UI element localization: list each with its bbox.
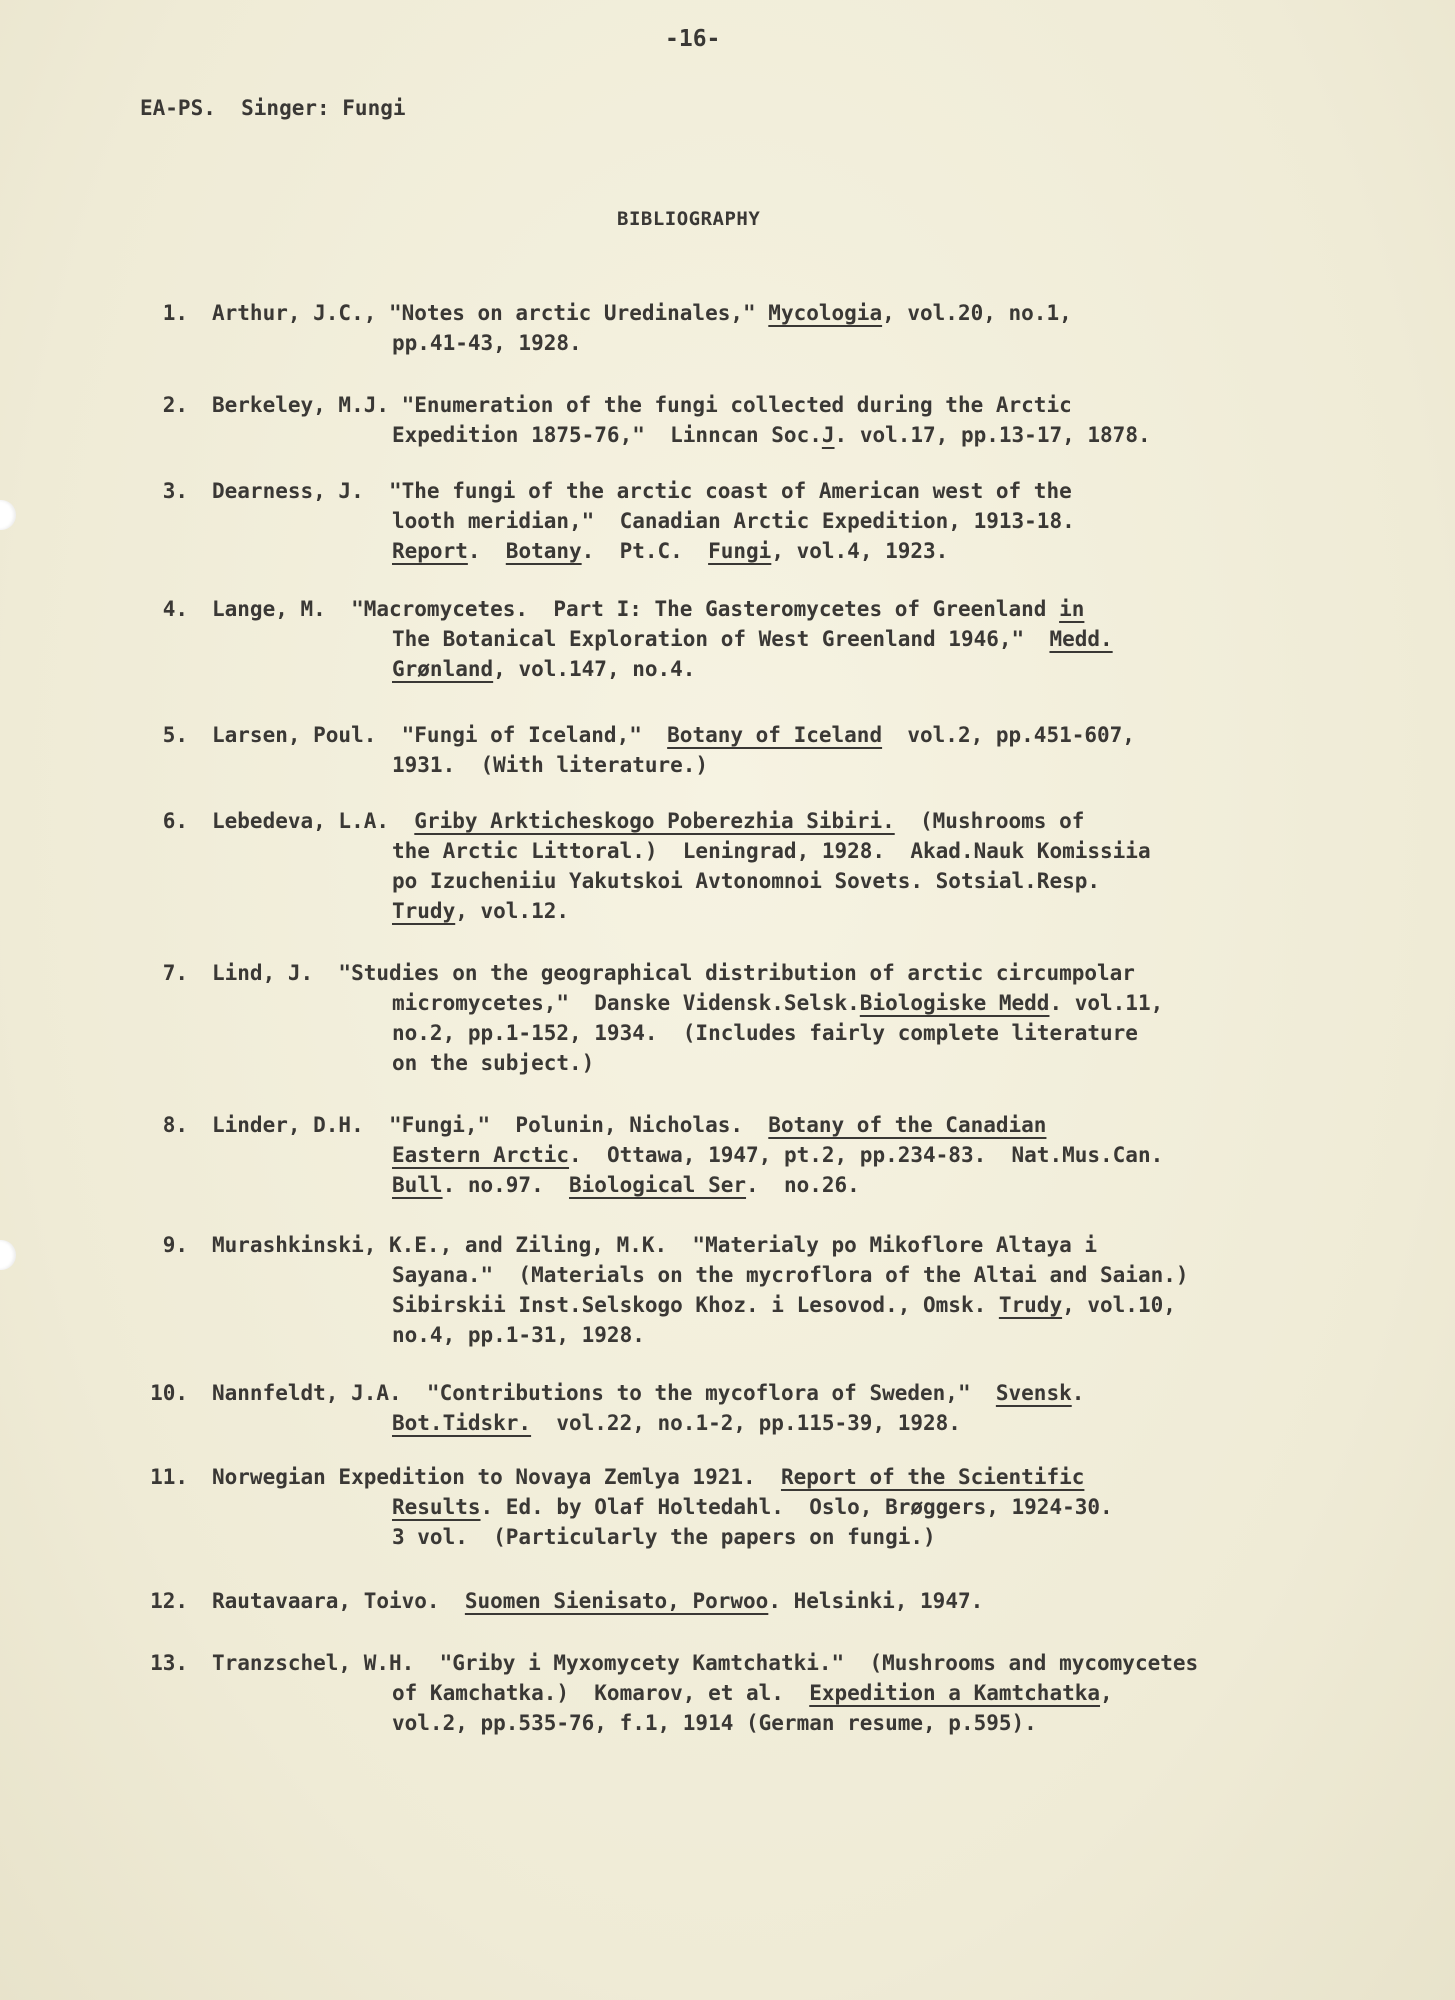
entry-number: 12. <box>150 1589 188 1613</box>
entry-line <box>212 1018 1412 1048</box>
entry-line <box>212 988 1412 1018</box>
underlined-title: Botany <box>505 539 582 563</box>
entry-text-segment: Norwegian Expedition to Novaya Zemlya 1921. <box>212 1465 781 1489</box>
entry-line <box>212 806 1412 836</box>
entry-line <box>212 1648 1412 1678</box>
entry-text-segment: Nannfeldt, J.A. "Contributions to the mycoflora of Sweden," <box>212 1381 996 1405</box>
entry-line <box>212 1708 1412 1738</box>
entry-line <box>212 298 1412 328</box>
entry-line <box>212 328 1412 358</box>
entry-line <box>212 1586 1412 1616</box>
entry-text-segment: , vol.12. <box>455 899 570 923</box>
underlined-title: Biologiske Medd <box>859 991 1050 1015</box>
entry-number: 10. <box>150 1381 188 1405</box>
entry-text-segment: Lebedeva, L.A. <box>212 809 415 833</box>
entry-text-segment: . no.97. <box>442 1173 570 1197</box>
entry-text-segment: vol.2, pp.535-76, f.1, 1914 (German resume, p.595). <box>392 1711 1037 1735</box>
underlined-title: Svensk <box>995 1381 1072 1405</box>
underlined-title: J <box>821 423 835 447</box>
entry-text-segment: . Ed. by Olaf Holtedahl. Oslo, Brøggers, 1924-30. <box>480 1495 1113 1519</box>
underlined-title: Results <box>392 1495 481 1519</box>
entry-line <box>212 1230 1412 1260</box>
entry-text-segment: Larsen, Poul. "Fungi of Iceland," <box>212 723 668 747</box>
entry-text-segment: pp.41-43, 1928. <box>392 331 582 355</box>
entry-text-segment: on the subject.) <box>392 1051 595 1075</box>
underlined-title: Bot.Tidskr. <box>392 1411 532 1435</box>
page-title: BIBLIOGRAPHY <box>617 208 761 230</box>
entry-line <box>212 1492 1412 1522</box>
entry-text <box>212 1378 1412 1438</box>
entry-text-segment: Rautavaara, Toivo. <box>212 1589 465 1613</box>
entry-line <box>212 836 1412 866</box>
entry-text-segment: looth meridian," Canadian Arctic Expedition, 1913-18. <box>392 509 1075 533</box>
entry-line <box>212 1320 1412 1350</box>
entry-text-segment: . Pt.C. <box>581 539 709 563</box>
entry-text-segment: , <box>1100 1681 1113 1705</box>
underlined-title: Report of the Scientific <box>780 1465 1085 1489</box>
entry-text-segment: , vol.147, no.4. <box>493 657 696 681</box>
entry-text <box>212 298 1412 358</box>
entry-line <box>212 1110 1412 1140</box>
entry-line <box>212 624 1412 654</box>
entry-line <box>212 506 1412 536</box>
entry-text-segment: Linder, D.H. "Fungi," Polunin, Nicholas. <box>212 1113 769 1137</box>
entry-line <box>212 420 1412 450</box>
entry-text-segment: . Helsinki, 1947. <box>768 1589 984 1613</box>
entry-line <box>212 1170 1412 1200</box>
entry-text <box>212 958 1412 1078</box>
entry-line <box>212 1522 1412 1552</box>
entry-line <box>212 958 1412 988</box>
entry-line <box>212 1290 1412 1320</box>
entry-text-segment: Tranzschel, W.H. "Griby i Myxomycety Kamtchatki." (Mushrooms and mycomycetes <box>212 1651 1199 1675</box>
entry-number: 9. <box>162 1233 188 1257</box>
entry-text-segment: Sayana." (Materials on the mycroflora of the Altai and Saian.) <box>392 1263 1189 1287</box>
entry-text-segment: , vol.20, no.1, <box>882 301 1072 325</box>
entry-text-segment: . no.26. <box>746 1173 860 1197</box>
entry-text-segment: Lind, J. "Studies on the geographical distribution of arctic circumpolar <box>212 961 1135 985</box>
underlined-title: Grønland <box>392 657 494 681</box>
entry-line <box>212 1140 1412 1170</box>
entry-text <box>212 1586 1412 1616</box>
underlined-title: Trudy <box>392 899 456 923</box>
entry-line <box>212 536 1412 566</box>
underlined-title: Biological Ser <box>569 1173 747 1197</box>
underlined-title: Botany of Iceland <box>667 723 883 747</box>
entry-text-segment: Murashkinski, K.E., and Ziling, M.K. "Materialy po Mikoflore Altaya i <box>212 1233 1098 1257</box>
entry-text-segment: vol.22, no.1-2, pp.115-39, 1928. <box>531 1411 961 1435</box>
entry-line <box>212 866 1412 896</box>
underlined-title: Mycologia <box>768 301 883 325</box>
entry-text-segment: . <box>1071 1381 1085 1405</box>
entry-text-segment: Arthur, J.C., "Notes on arctic Uredinales," <box>212 301 769 325</box>
entry-line <box>212 594 1412 624</box>
entry-text <box>212 1648 1412 1738</box>
entry-line <box>212 390 1412 420</box>
underlined-title: Fungi <box>708 539 772 563</box>
entry-text-segment: Sibirskii Inst.Selskogo Khoz. i Lesovod., Omsk. <box>392 1293 999 1317</box>
underlined-title: Suomen Sienisato, Porwoo <box>464 1589 769 1613</box>
entry-text <box>212 594 1412 684</box>
entry-text <box>212 720 1412 780</box>
entry-text-segment: 1931. (With literature.) <box>392 753 709 777</box>
entry-text-segment: no.2, pp.1-152, 1934. (Includes fairly complete literature <box>392 1021 1138 1045</box>
underlined-title: Bull <box>392 1173 443 1197</box>
entry-text <box>212 390 1412 450</box>
entry-line <box>212 1260 1412 1290</box>
entry-text-segment: , vol.10, <box>1062 1293 1176 1317</box>
entry-text <box>212 476 1412 566</box>
entry-text-segment: of Kamchatka.) Komarov, et al. <box>392 1681 810 1705</box>
entry-text-segment: The Botanical Exploration of West Greenland 1946," <box>392 627 1050 651</box>
entry-text-segment: no.4, pp.1-31, 1928. <box>392 1323 645 1347</box>
entry-text-segment: Berkeley, M.J. "Enumeration of the fungi collected during the Arctic <box>212 393 1072 417</box>
underlined-title: Report <box>392 539 468 563</box>
entry-text-segment: 3 vol. (Particularly the papers on fungi.) <box>392 1525 936 1549</box>
entry-text <box>212 1110 1412 1200</box>
entry-line <box>212 896 1412 926</box>
entry-line <box>212 1048 1412 1078</box>
entry-number: 7. <box>162 961 188 985</box>
entry-text-segment: the Arctic Littoral.) Leningrad, 1928. Akad.Nauk Komissiia <box>392 839 1151 863</box>
underlined-title: Eastern Arctic <box>392 1143 570 1167</box>
entry-text-segment: , vol.4, 1923. <box>771 539 949 563</box>
entry-line <box>212 1678 1412 1708</box>
entry-number: 13. <box>150 1651 188 1675</box>
entry-text <box>212 1462 1412 1552</box>
underlined-title: Botany of the Canadian <box>768 1113 1047 1137</box>
entry-text <box>212 806 1412 926</box>
entry-number: 3. <box>162 479 188 503</box>
underlined-title: Griby Arkticheskogo Poberezhia Sibiri. <box>414 809 895 833</box>
entry-text-segment: Dearness, J. "The fungi of the arctic coast of American west of the <box>212 479 1072 503</box>
underlined-title: Medd. <box>1049 627 1113 651</box>
entry-number: 2. <box>162 393 188 417</box>
entry-number: 11. <box>150 1465 188 1489</box>
entry-text-segment: . vol.17, pp.13-17, 1878. <box>834 423 1151 447</box>
entry-number: 6. <box>162 809 188 833</box>
entry-text-segment: micromycetes," Danske Vidensk.Selsk. <box>392 991 860 1015</box>
entry-text-segment: Lange, M. "Macromycetes. Part I: The Gasteromycetes of Greenland <box>212 597 1060 621</box>
entry-text <box>212 1230 1412 1350</box>
entry-text-segment: . Ottawa, 1947, pt.2, pp.234-83. Nat.Mus.Can. <box>569 1143 1164 1167</box>
entry-text-segment: Expedition 1875-76," Linncan Soc. <box>392 423 822 447</box>
entry-line <box>212 1408 1412 1438</box>
underlined-title: Expedition a Kamtchatka <box>809 1681 1101 1705</box>
underlined-title: Trudy <box>998 1293 1063 1317</box>
entry-number: 5. <box>162 723 188 747</box>
entry-line <box>212 476 1412 506</box>
entry-text-segment: po Izucheniiu Yakutskoi Avtonomnoi Sovets. Sotsial.Resp. <box>392 869 1101 893</box>
entry-line <box>212 1378 1412 1408</box>
entry-number: 4. <box>162 597 188 621</box>
entry-text-segment: . vol.11, <box>1049 991 1164 1015</box>
underlined-title: in <box>1059 597 1085 621</box>
entry-number: 8. <box>162 1113 188 1137</box>
entry-text-segment: (Mushrooms of <box>894 809 1085 833</box>
entry-number: 1. <box>162 301 188 325</box>
entry-line <box>212 1462 1412 1492</box>
entry-line <box>212 654 1412 684</box>
entry-line <box>212 750 1412 780</box>
document-header: EA-PS. Singer: Fungi <box>140 96 406 120</box>
entry-text-segment: vol.2, pp.451-607, <box>882 723 1135 747</box>
entry-line <box>212 720 1412 750</box>
page-number: -16- <box>665 26 721 52</box>
punch-hole <box>0 1240 16 1270</box>
entry-text-segment: . <box>467 539 506 563</box>
punch-hole <box>0 500 16 530</box>
